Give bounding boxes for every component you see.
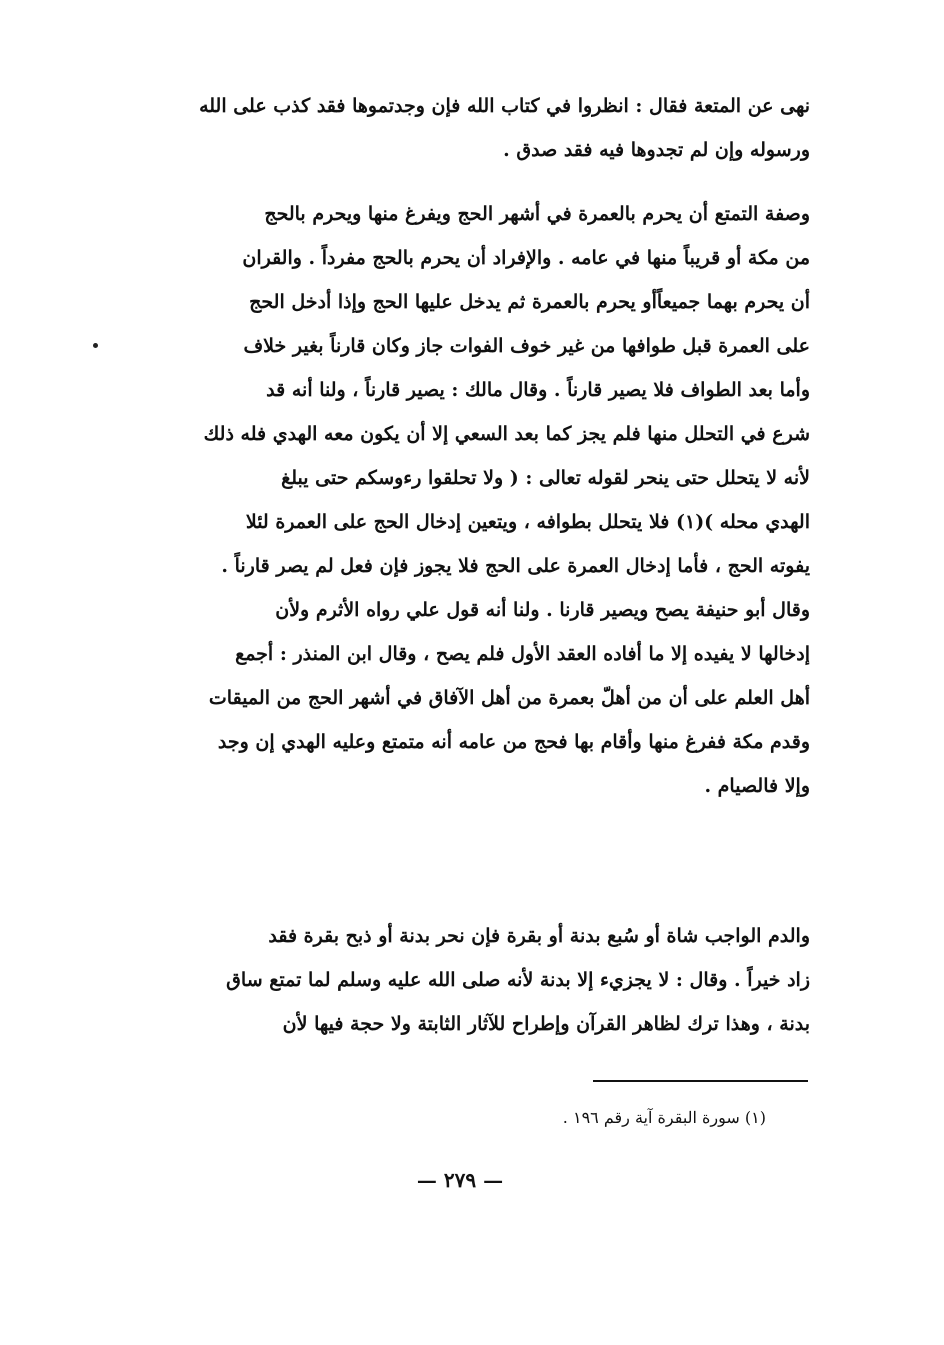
- text-line: إدخالها لا يفيده إلا ما أفاده العقد الأول فلم يصح ، وقال ابن المنذر : أجمع: [235, 643, 810, 665]
- text-line: زاد خيراً . وقال : لا يجزيء إلا بدنة لأنه صلى الله عليه وسلم لما تمتع ساق: [226, 969, 810, 991]
- paragraph-2: [120, 192, 810, 808]
- text-line: على العمرة قبل طوافها من غير خوف الفوات جاز وكان قارناً بغير خلاف: [243, 335, 810, 357]
- text-line: أن يحرم بهما جميعاًأو يحرم بالعمرة ثم يدخل عليها الحج وإذا أدخل الحج: [249, 291, 810, 313]
- text-line: يفوته الحج ، فأما إدخال العمرة على الحج فلا يجوز فإن فعل لم يصر قارناً .: [221, 555, 810, 577]
- text-line: والدم الواجب شاة أو سُبع بدنة أو بقرة فإن نحر بدنة أو ذبح بقرة فقد: [268, 925, 810, 947]
- paragraph-3: [120, 914, 810, 1046]
- text-line: وصفة التمتع أن يحرم بالعمرة في أشهر الحج ويفرغ منها ويحرم بالحج: [264, 203, 810, 225]
- page-number: — ٢٧٩ —: [416, 1168, 504, 1192]
- text-line: أهل العلم على أن من أهلّ بعمرة من أهل الآفاق في أشهر الحج من الميقات: [208, 687, 810, 709]
- footnote: (١) سورة البقرة آية رقم ١٩٦ .: [562, 1108, 766, 1127]
- text-line: وأما بعد الطواف فلا يصير قارناً . وقال مالك : يصير قارناً ، ولنا أنه قد: [266, 379, 810, 401]
- text-line: ورسوله وإن لم تجدوها فيه فقد صدق .: [503, 139, 810, 161]
- text-line: وقال أبو حنيفة يصح ويصير قارنا . ولنا أنه قول علي رواه الأثرم ولأن: [275, 599, 810, 621]
- margin-mark: [93, 343, 98, 348]
- footnote-divider: [593, 1080, 808, 1082]
- text-line: نهى عن المتعة فقال : انظروا في كتاب الله فإن وجدتموها فقد كذب على الله: [199, 95, 810, 117]
- text-line: الهدي محله )(١) فلا يتحلل بطوافه ، ويتعين إدخال الحج على العمرة لئلا: [245, 511, 810, 533]
- text-line: من مكة أو قريباً منها في عامه . والإفراد أن يحرم بالحج مفرداً . والقران: [242, 247, 810, 269]
- paragraph-1: [120, 84, 810, 172]
- text-line: وإلا فالصيام .: [704, 775, 810, 797]
- text-line: لأنه لا يتحلل حتى ينحر لقوله تعالى : ( ولا تحلقوا رءوسكم حتى يبلغ: [281, 467, 810, 489]
- text-line: بدنة ، وهذا ترك لظاهر القرآن وإطراح للآثار الثابتة ولا حجة فيها لأن: [282, 1013, 810, 1035]
- text-line: وقدم مكة ففرغ منها وأقام بها فحج من عامه أنه متمتع وعليه الهدي إن وجد: [217, 731, 810, 753]
- text-line: شرع في التحلل منها فلم يجز كما بعد السعي إلا أن يكون معه الهدي فله ذلك: [203, 423, 810, 445]
